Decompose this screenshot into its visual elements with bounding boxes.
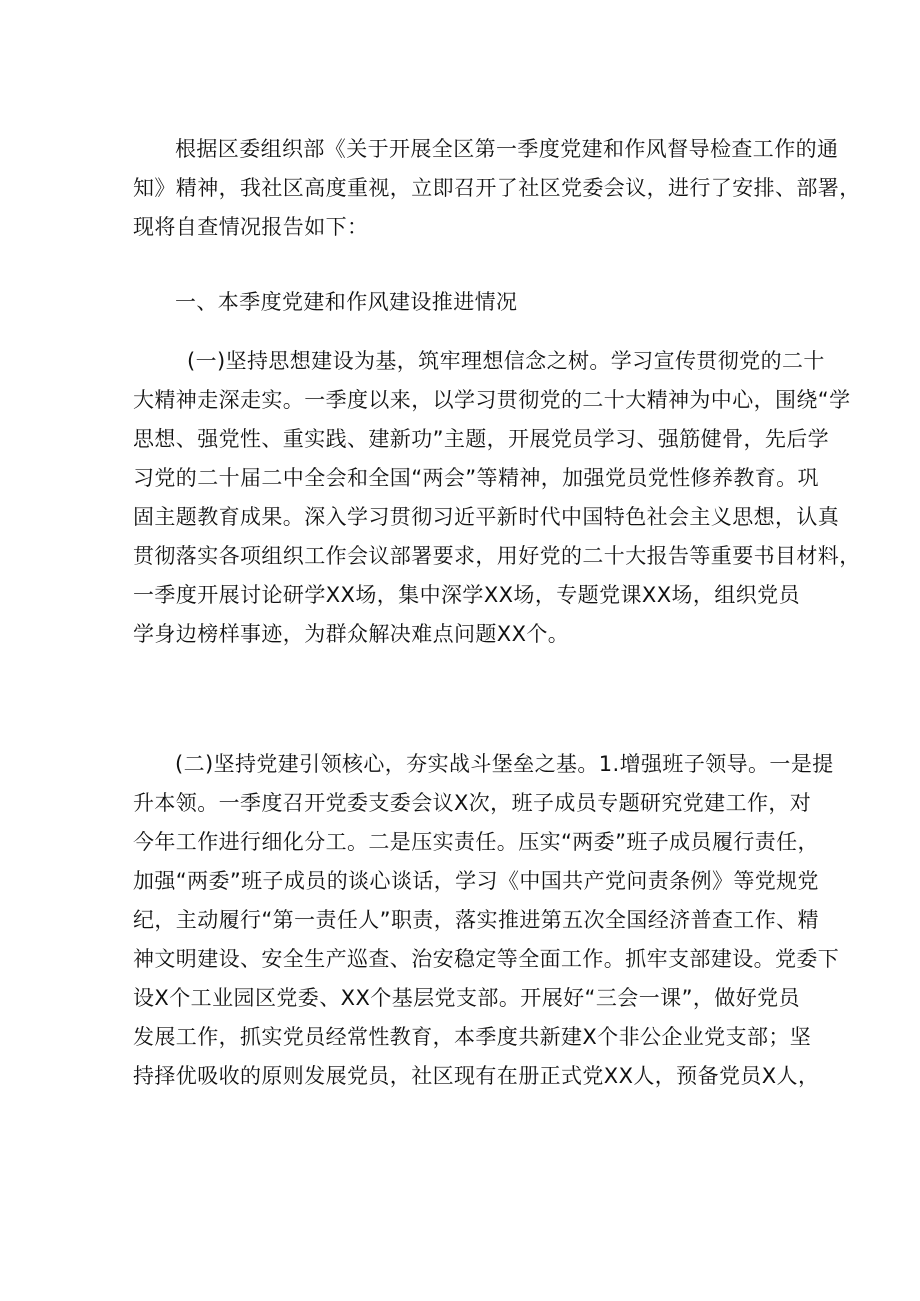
text-line: 神文明建设、安全生产巡查、治安稳定等全面工作。抓牢支部建设。党委下: [133, 947, 840, 971]
text-line: 升本领。一季度召开党委支委会议X次，班子成员专题研究党建工作，对: [133, 791, 812, 815]
text-line: 学身边榜样事迹，为群众解决难点问题XX个。: [133, 622, 570, 646]
text-line: 持择优吸收的原则发展党员，社区现有在册正式党XX人，预备党员X人，: [133, 1064, 820, 1088]
section-heading: [133, 283, 800, 322]
text-line: 知》精神，我社区高度重视，立即召开了社区党委会议，进行了安排、部署，: [133, 176, 861, 200]
text-line: 一季度开展讨论研学XX场，集中深学XX场，专题党课XX场，组织党员: [133, 583, 800, 607]
text-line: 发展工作，抓实党员经常性教育，本季度共新建X个非公企业党支部；坚: [133, 1025, 812, 1049]
text-line: 思想、强党性、重实践、建新功”主题，开展党员学习、强筋健骨，先后学: [133, 427, 830, 451]
text-line: (二)坚持党建引领核心，夯实战斗堡垒之基。1.增强班子领导。一是提: [175, 752, 834, 776]
text-line: 贯彻落实各项组织工作会议部署要求，用好党的二十大报告等重要书目材料，: [133, 544, 861, 568]
text-line: 今年工作进行细化分工。二是压实责任。压实“两委”班子成员履行责任，: [133, 830, 819, 854]
text-line: 固主题教育成果。深入学习贯彻习近平新时代中国特色社会主义思想，认真: [133, 505, 840, 529]
text-line: 一、本季度党建和作风建设推进情况: [175, 290, 518, 314]
text-line: 设X个工业园区党委、XX个基层党支部。开展好“三会一课”，做好党员: [133, 986, 800, 1010]
intro-paragraph: [133, 130, 861, 247]
text-line: 现将自查情况报告如下：: [133, 215, 369, 239]
text-line: 大精神走深走实。一季度以来，以学习贯彻党的二十大精神为中心，围绕“学: [133, 388, 851, 412]
text-line: (一)坚持思想建设为基，筑牢理想信念之树。学习宣传贯彻党的二十: [187, 349, 825, 373]
paragraph-party-leadership: [133, 745, 840, 1096]
text-line: 习党的二十届二中全会和全国“两会”等精神，加强党员党性修养教育。巩: [133, 466, 819, 490]
text-line: 加强“两委”班子成员的谈心谈话，学习《中国共产党问责条例》等党规党: [133, 869, 819, 893]
text-line: 纪，主动履行“第一责任人”职责，落实推进第五次全国经济普查工作、精: [133, 908, 819, 932]
text-line: 根据区委组织部《关于开展全区第一季度党建和作风督导检查工作的通: [175, 137, 839, 161]
paragraph-ideology: [133, 342, 861, 654]
